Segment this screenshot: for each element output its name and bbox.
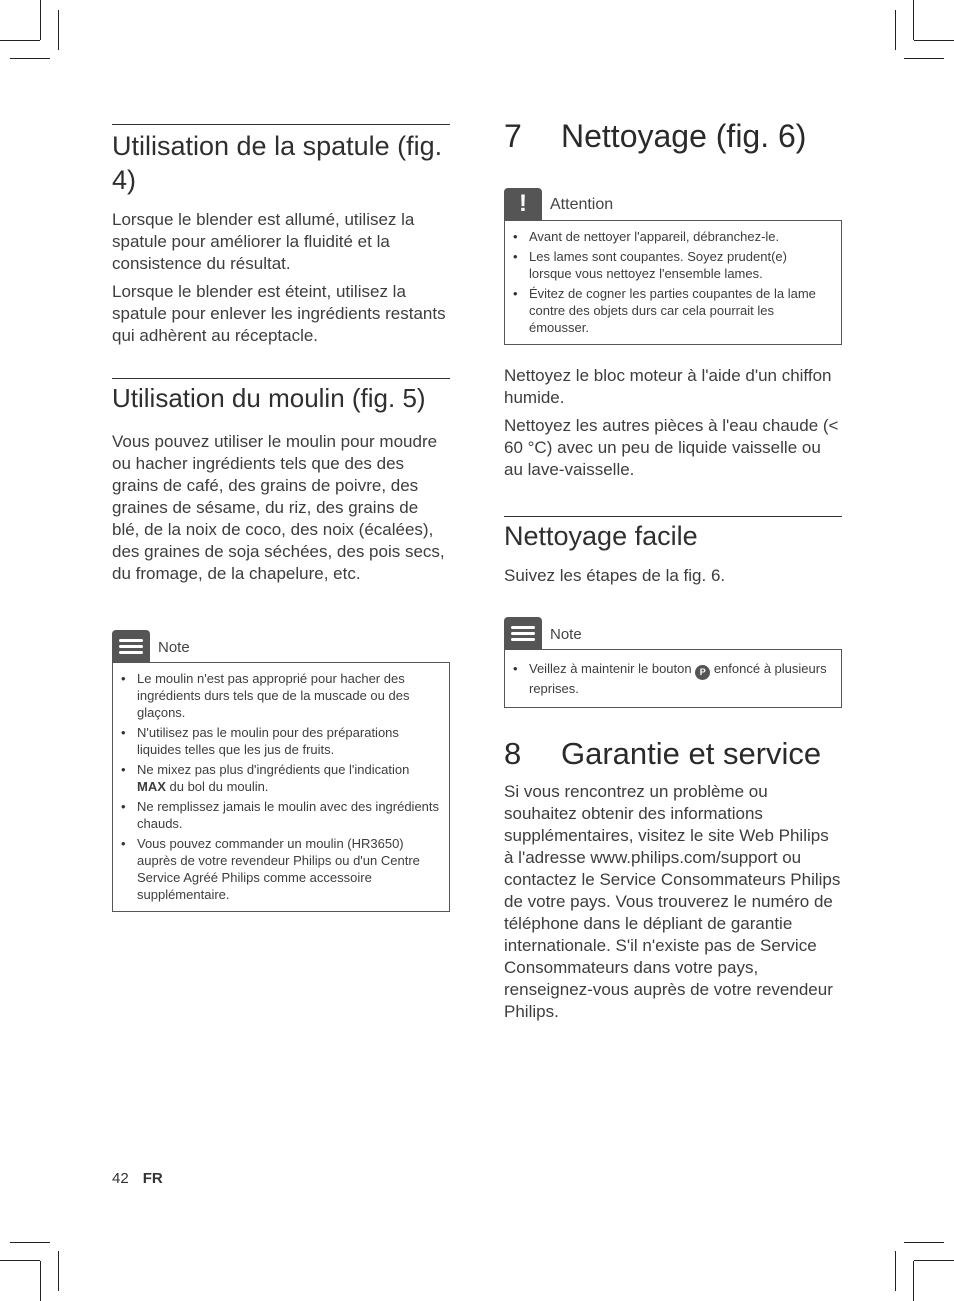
chapter-7-heading: [504, 116, 842, 156]
warning-icon: !: [504, 188, 542, 220]
crop-mark: [10, 58, 50, 59]
crop-mark: [10, 1242, 50, 1243]
section-moulin: [112, 378, 450, 585]
attention-item: • Les lames sont coupantes. Soyez prudent(e) lorsque vous nettoyez l'ensemble lames.: [513, 248, 833, 282]
note-header: [504, 617, 842, 649]
crop-mark: [914, 40, 954, 41]
note-box: [504, 649, 842, 708]
section-spatule: [112, 124, 450, 347]
crop-mark: [895, 1251, 896, 1291]
crop-mark: [40, 0, 41, 40]
crop-mark: [0, 40, 40, 41]
note-item: • Ne remplissez jamais le moulin avec des ingrédients chauds.: [121, 798, 441, 832]
language-code: FR: [142, 1170, 163, 1187]
crop-mark: [40, 1261, 41, 1301]
cleaning-text: [504, 365, 842, 481]
section-rule: [112, 378, 450, 379]
note-icon: [112, 630, 150, 662]
crop-mark: [58, 10, 59, 50]
note-icon: [504, 617, 542, 649]
max-label: MAX: [137, 779, 166, 794]
attention-label: Attention: [550, 196, 614, 213]
crop-mark: [895, 10, 896, 50]
warranty-text: [504, 781, 842, 1023]
attention-header: [504, 188, 842, 220]
chapter-title: Garantie et service: [561, 736, 822, 771]
section-title: Utilisation du moulin (fig. 5): [112, 383, 426, 413]
crop-mark: [913, 0, 914, 40]
section-rule: [112, 124, 450, 125]
page-footer: [112, 1170, 163, 1187]
note-item: • Le moulin n'est pas approprié pour hacher des ingrédients durs tels que de la muscade ou des glaçons.: [121, 670, 441, 721]
crop-mark: [914, 1260, 954, 1261]
paragraph: Si vous rencontrez un problème ou souhaitez obtenir des informations supplémentaires, visitez le site Web Philips à l'adresse www.philips.com/support ou contactez le Service Consommateurs Philips de votre pays. Vous trouverez le numéro de téléphone dans le dépliant de garantie internationale. S'il n'existe pas de Service Consommateurs dans votre pays, renseignez-vous auprès de votre revendeur Philips.: [504, 782, 841, 1021]
paragraph: Suivez les étapes de la fig. 6.: [504, 566, 726, 585]
paragraph: Nettoyez les autres pièces à l'eau chaude (< 60 °C) avec un peu de liquide vaisselle ou au lave-vaisselle.: [504, 416, 839, 479]
section-nettoyage-facile: [504, 516, 842, 587]
paragraph: Lorsque le blender est éteint, utilisez la spatule pour enlever les ingrédients restants qui adhèrent au réceptacle.: [112, 282, 446, 345]
crop-mark: [913, 1261, 914, 1301]
note-box: [112, 662, 450, 912]
note-item-max: • Ne mixez pas plus d'ingrédients que l'indication MAX du bol du moulin.: [121, 761, 441, 795]
p-button-icon: P: [695, 665, 710, 680]
chapter-number: 7: [504, 118, 522, 154]
section-rule: [504, 516, 842, 517]
attention-block: [504, 188, 842, 345]
crop-mark: [904, 58, 944, 59]
chapter-number: 8: [504, 736, 522, 771]
note-item: • Veillez à maintenir le bouton P enfoncé à plusieurs reprises.: [513, 660, 833, 697]
note-facile: [504, 617, 842, 708]
attention-item: • Évitez de cogner les parties coupantes de la lame contre des objets durs car cela pourrait les émousser.: [513, 285, 833, 336]
crop-mark: [58, 1251, 59, 1291]
paragraph: Vous pouvez utiliser le moulin pour moudre ou hacher ingrédients tels que des des grains de café, des grains de poivre, des graines de sésame, du riz, des grains de blé, de la noix de coco, des noix (écalées), des graines de soja séchées, des pois secs, du fromage, de la chapelure, etc.: [112, 432, 445, 583]
section-title: Utilisation de la spatule (fig. 4): [112, 131, 443, 195]
section-title: Nettoyage facile: [504, 521, 698, 551]
attention-item: • Avant de nettoyer l'appareil, débranchez-le.: [513, 228, 833, 245]
attention-box: [504, 220, 842, 345]
crop-mark: [0, 1260, 40, 1261]
note-label: Note: [158, 639, 190, 656]
crop-mark: [904, 1242, 944, 1243]
chapter-title: Nettoyage (fig. 6): [561, 118, 807, 154]
paragraph: Lorsque le blender est allumé, utilisez la spatule pour améliorer la fluidité et la consistence du résultat.: [112, 210, 415, 273]
paragraph: Nettoyez le bloc moteur à l'aide d'un chiffon humide.: [504, 366, 832, 407]
note-moulin: [112, 630, 450, 912]
note-header: [112, 630, 450, 662]
page-number: 42: [112, 1170, 129, 1187]
note-item: • Vous pouvez commander un moulin (HR3650) auprès de votre revendeur Philips ou d'un Centre Service Agréé Philips comme accessoire supplémentaire.: [121, 835, 441, 903]
chapter-8-heading: [504, 734, 842, 774]
note-label: Note: [550, 626, 582, 643]
note-item: • N'utilisez pas le moulin pour des préparations liquides telles que les jus de fruits.: [121, 724, 441, 758]
